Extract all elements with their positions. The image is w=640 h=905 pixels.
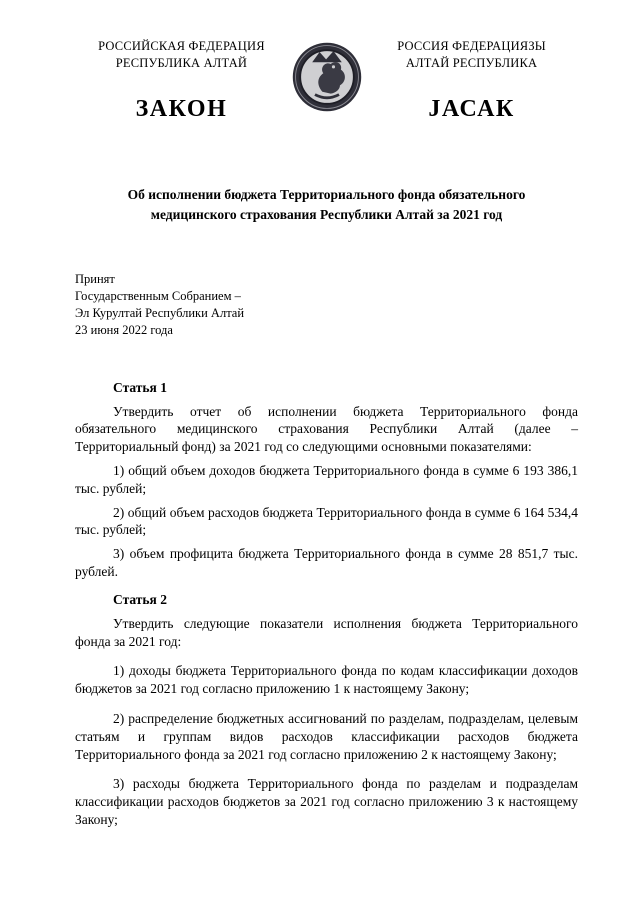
country-name-alt: РОССИЯ ФЕДЕРАЦИЯЗЫ	[397, 39, 546, 53]
article-2-heading: Статья 2	[113, 591, 167, 607]
letterhead	[75, 38, 578, 123]
altai-coat-of-arms-icon	[290, 40, 364, 119]
republic-name-alt: АЛТАЙ РЕСПУБЛИКА	[405, 55, 538, 70]
article-1-item-3: 3) объем профицита бюджета Территориального фонда в сумме 28 851,7 тыс. рублей.	[75, 546, 578, 580]
adoption-line-kurultai: Эл Курултай Республики Алтай	[75, 306, 245, 320]
article-2-item-1: 1) доходы бюджета Территориального фонда по кодам классификации доходов бюджетов за 2021 год согласно приложению 1 к настоящему Закону;	[75, 663, 578, 697]
adoption-line-assembly: Государственным Собранием –	[75, 289, 241, 304]
article-2-item-3: 3) расходы бюджета Территориального фонда по разделам и подразделам классификации расходов бюджетов за 2021 год согласно приложению 3 к настоящему Закону;	[75, 776, 578, 827]
document-title: Об исполнении бюджета Территориального фонда обязательного медицинского страхования Республики Алтай за 2021 год	[127, 186, 526, 222]
letterhead-right-altai	[365, 38, 578, 123]
article-2-paragraph: Утвердить следующие показатели исполнения бюджета Территориального фонда за 2021 год:	[75, 615, 578, 649]
article-1-item-1: 1) общий объем доходов бюджета Территориального фонда в сумме 6 193 386,1 тыс. рублей;	[75, 463, 578, 496]
document-body	[75, 379, 578, 829]
article-1-item-2: 2) общий объем расходов бюджета Территориального фонда в сумме 6 164 534,4 тыс. рублей;	[75, 504, 578, 538]
adoption-line-date: 23 июня 2022 года	[75, 322, 173, 337]
republic-name-ru: РЕСПУБЛИКА АЛТАЙ	[115, 55, 248, 70]
article-1-heading: Статья 1	[113, 379, 167, 395]
law-word-alt: JАСАК	[428, 95, 515, 122]
country-name-ru: РОССИЙСКАЯ ФЕДЕРАЦИЯ	[98, 39, 265, 53]
adoption-block	[75, 271, 578, 339]
emblem-container	[288, 38, 365, 119]
letterhead-left-russian	[75, 38, 288, 123]
adoption-line-adopted: Принят	[75, 272, 115, 287]
law-word-ru: ЗАКОН	[135, 95, 228, 122]
article-1-paragraph: Утвердить отчет об исполнении бюджета Территориального фонда обязательного медицинского страхования Республики Алтай (далее – Территориальный фонд) за 2021 год со следующими основными показателями:	[75, 403, 578, 455]
article-2-item-2: 2) распределение бюджетных ассигнований по разделам, подразделам, целевым статьям и группам видов расходов классификации расходов бюджета Территориального фонда за 2021 год согласно приложению 2 к настоящему Закону;	[75, 710, 578, 762]
